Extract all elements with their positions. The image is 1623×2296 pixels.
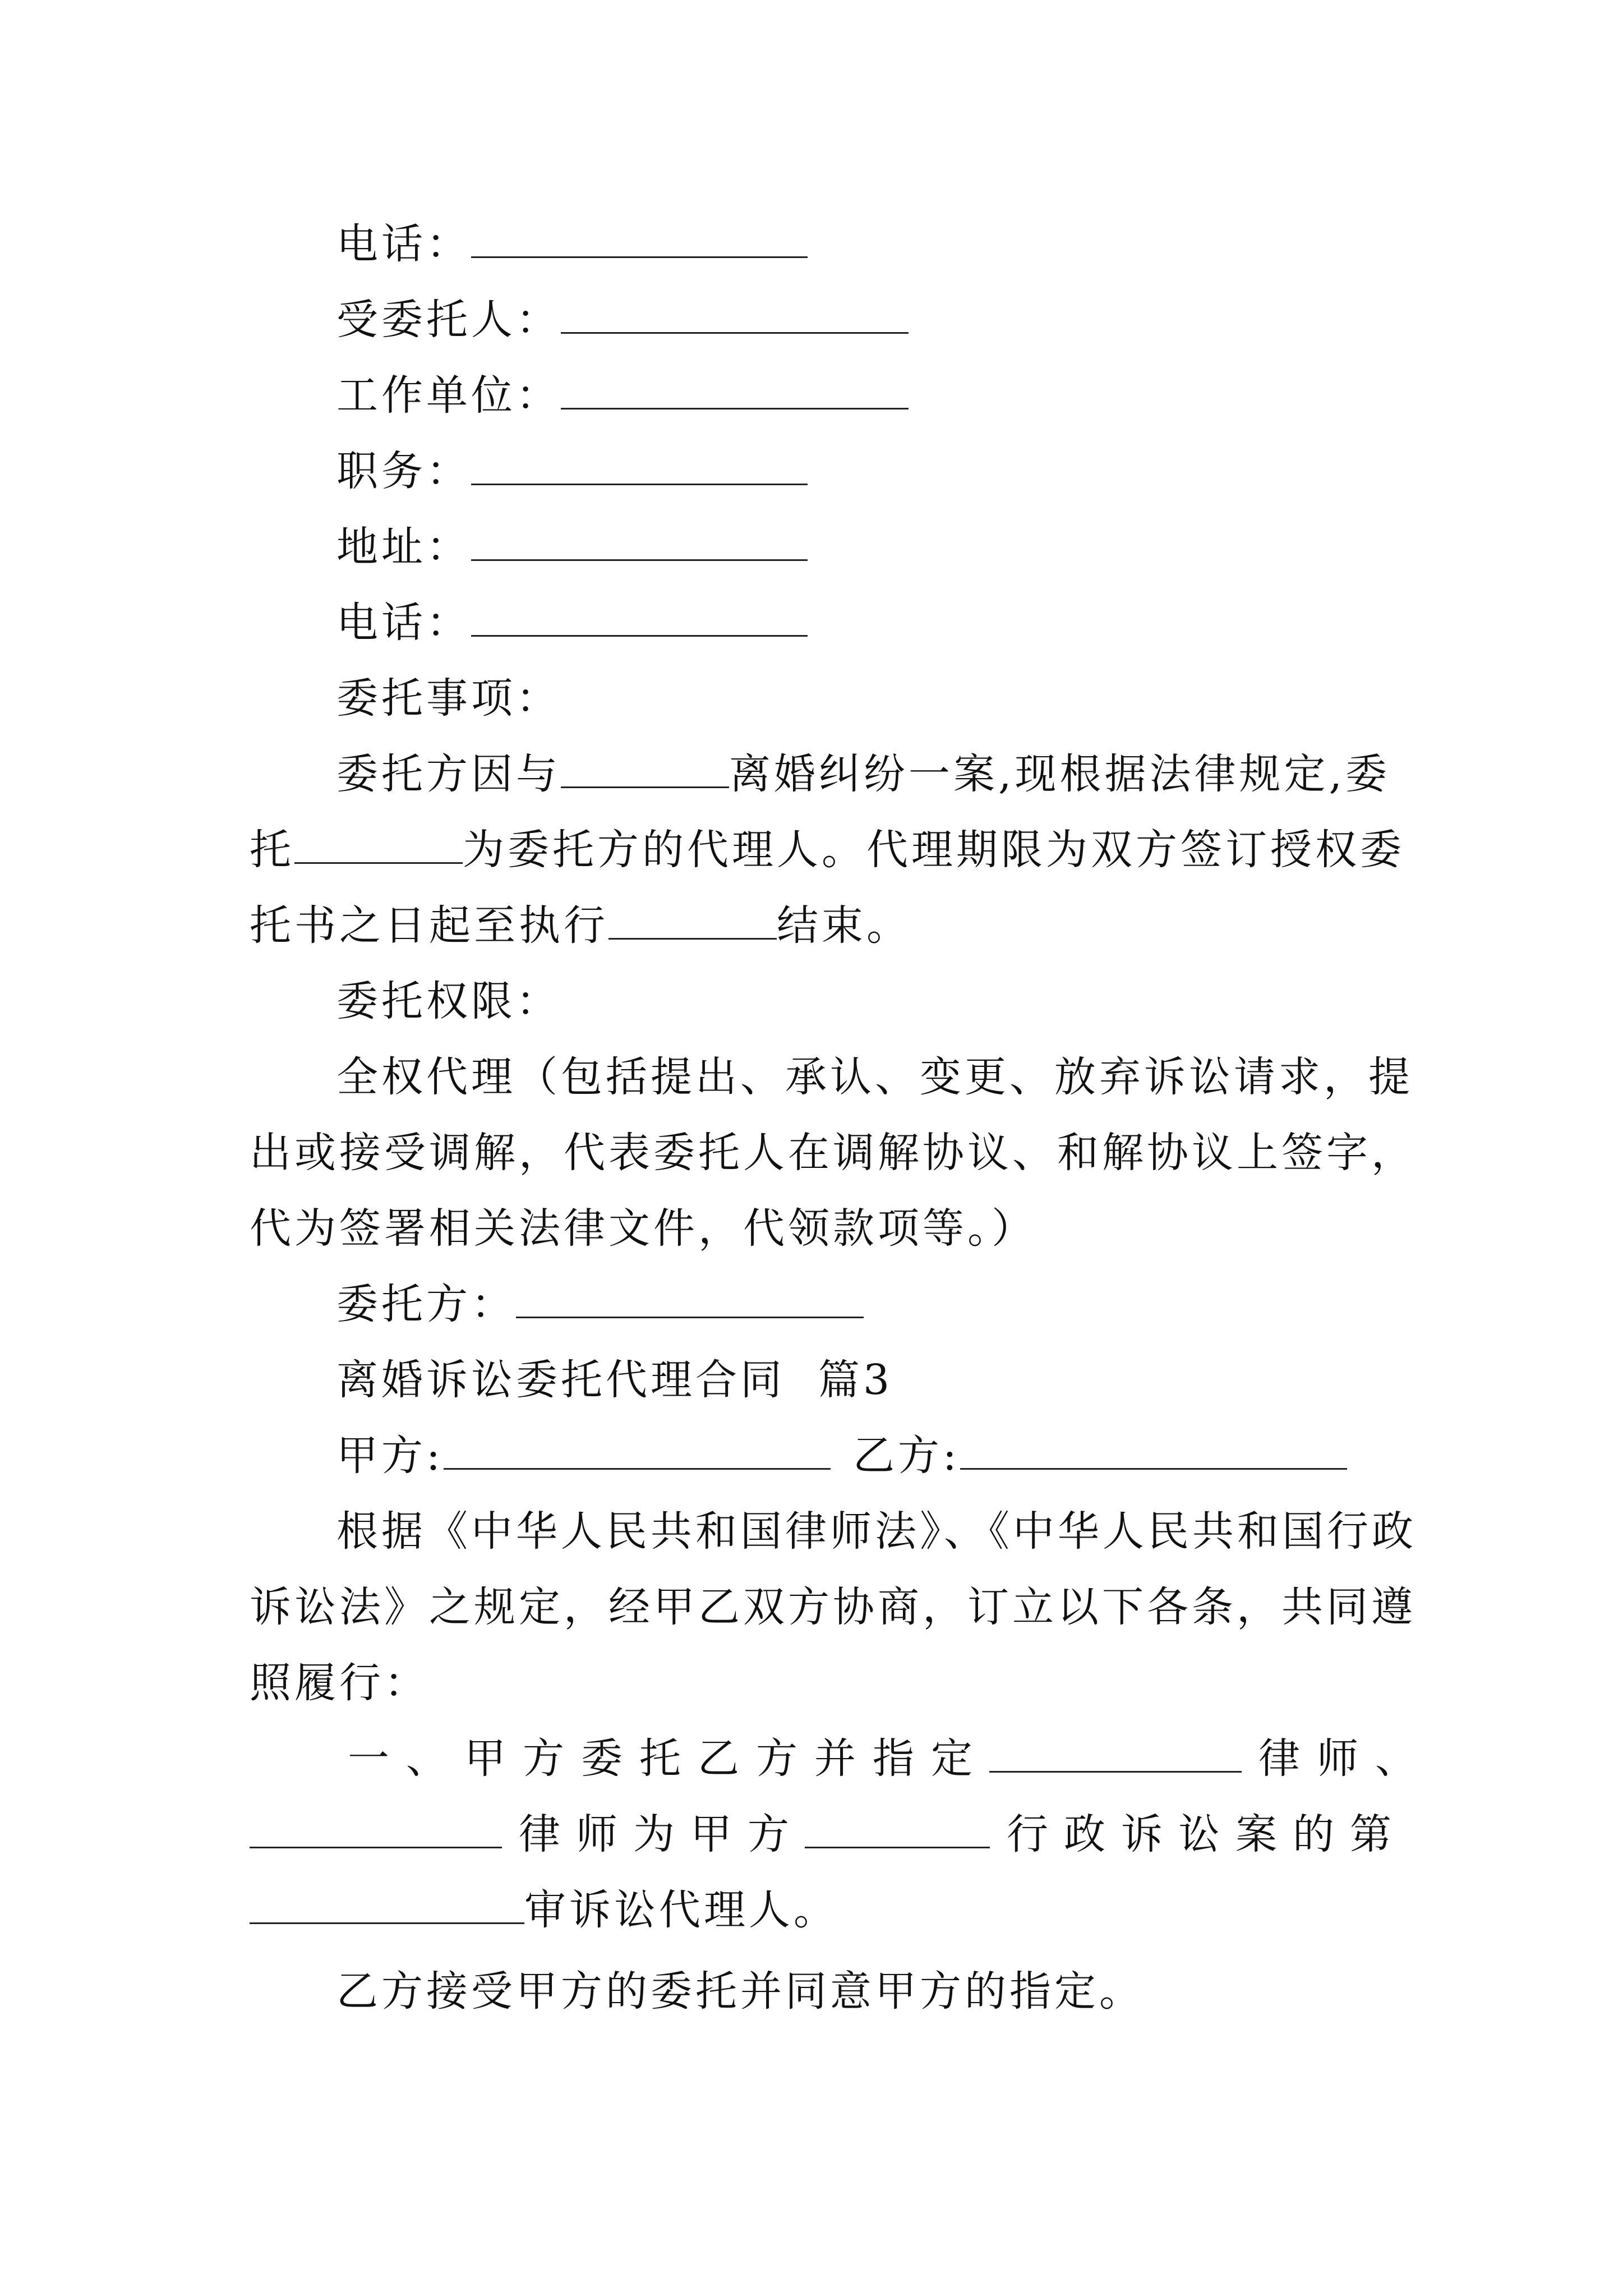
trustee-label: 受委托人：: [336, 296, 561, 344]
phone-line-2: [336, 595, 1469, 651]
authority-label: 委托权限：: [336, 977, 561, 1025]
party-a-label: 甲方:: [336, 1432, 444, 1480]
acceptance-line: [336, 1963, 1469, 2019]
basis-text-2: 诉讼法》之规定，经甲乙双方协商，订立以下各条，共同遵: [250, 1583, 1416, 1631]
basis-text-3: 照履行：: [250, 1659, 429, 1707]
authority-text-2: 出或接受调解，代表委托人在调解协议、和解协议上签字，: [250, 1129, 1416, 1177]
matters-blank-2: [294, 824, 463, 864]
address-blank: [471, 521, 808, 561]
position-line: [336, 443, 1469, 499]
clause-1-text-1a: 一、甲方委托乙方并指定: [348, 1734, 989, 1783]
authority-para-line-3: [250, 1200, 1382, 1257]
phone-blank-2: [471, 597, 808, 637]
contract-title: [336, 1352, 1469, 1408]
authority-para-line-2: [250, 1125, 1416, 1181]
matters-text-2b: 为委托方的代理人。代理期限为双方签订授权委: [463, 826, 1405, 874]
basis-text-1: 根据《中华人民共和国律师法》、《中华人民共和国行政: [336, 1507, 1417, 1556]
authority-text-3: 代为签署相关法律文件，代领款项等。）: [250, 1204, 1036, 1253]
clause-1-text-3: 审诉讼代理人。: [524, 1886, 838, 1934]
authority-text-1: 全权代理（包括提出、承认、变更、放弃诉讼请求，提: [336, 1053, 1413, 1101]
clause-1-blank-3: [805, 1809, 990, 1848]
principal-line: [336, 1276, 1469, 1332]
phone-label-2: 电话：: [336, 599, 471, 647]
address-label: 地址：: [336, 523, 471, 571]
workplace-label: 工作单位：: [336, 371, 561, 420]
phone-line-1: [336, 216, 1469, 272]
clause-1-line-3: [250, 1882, 1382, 1938]
party-b-label: 乙方:: [852, 1432, 960, 1480]
basis-para-line-3: [250, 1655, 1382, 1711]
basis-para-line-2: [250, 1579, 1416, 1635]
workplace-line: [336, 367, 1469, 424]
matters-text-3a: 托书之日起至执行: [250, 901, 608, 950]
matters-para-line-2: [250, 822, 1405, 878]
phone-blank: [471, 218, 808, 258]
clause-1-text-1b: 律师、: [1258, 1734, 1433, 1783]
authority-para-line-1: [336, 1049, 1469, 1105]
contract-title-text: 离婚诉讼委托代理合同 篇3: [336, 1356, 893, 1404]
acceptance-text: 乙方接受甲方的委托并同意甲方的指定。: [336, 1967, 1144, 2016]
matters-text-1a: 委托方因与: [336, 750, 561, 798]
principal-blank: [516, 1278, 864, 1318]
matters-blank-3: [608, 900, 777, 940]
workplace-blank: [561, 370, 909, 409]
party-a-blank: [444, 1430, 831, 1470]
basis-para-line-1: [336, 1503, 1469, 1559]
clause-1-blank-4: [250, 1884, 524, 1924]
entrusted-matters-heading: [336, 670, 1469, 726]
matters-text-3b: 结束。: [777, 901, 911, 950]
parties-line: [336, 1428, 1469, 1484]
position-label: 职务：: [336, 447, 471, 495]
clause-1-blank-1: [989, 1733, 1242, 1773]
clause-1-line-2: [250, 1806, 1407, 1862]
matters-blank-1: [561, 748, 729, 788]
clause-1-blank-2: [250, 1809, 502, 1848]
party-b-blank: [960, 1430, 1347, 1470]
matters-para-line-1: [336, 746, 1391, 802]
clause-1-line-1: [348, 1731, 1433, 1787]
position-blank: [471, 445, 808, 485]
trustee-line: [336, 292, 1469, 348]
authority-heading: [336, 973, 1469, 1029]
clause-1-text-2b: 行政诉讼案的第: [1007, 1810, 1407, 1858]
matters-para-line-3: [250, 898, 1382, 954]
matters-text-1b: 离婚纠纷一案,现根据法律规定,委: [729, 750, 1391, 798]
trustee-blank: [561, 294, 909, 334]
phone-label: 电话：: [336, 220, 471, 268]
entrusted-matters-label: 委托事项：: [336, 674, 561, 723]
matters-text-2a: 托: [250, 826, 294, 874]
principal-label: 委托方：: [336, 1280, 516, 1328]
address-line: [336, 519, 1469, 575]
clause-1-text-2a: 律师为甲方: [519, 1810, 805, 1858]
